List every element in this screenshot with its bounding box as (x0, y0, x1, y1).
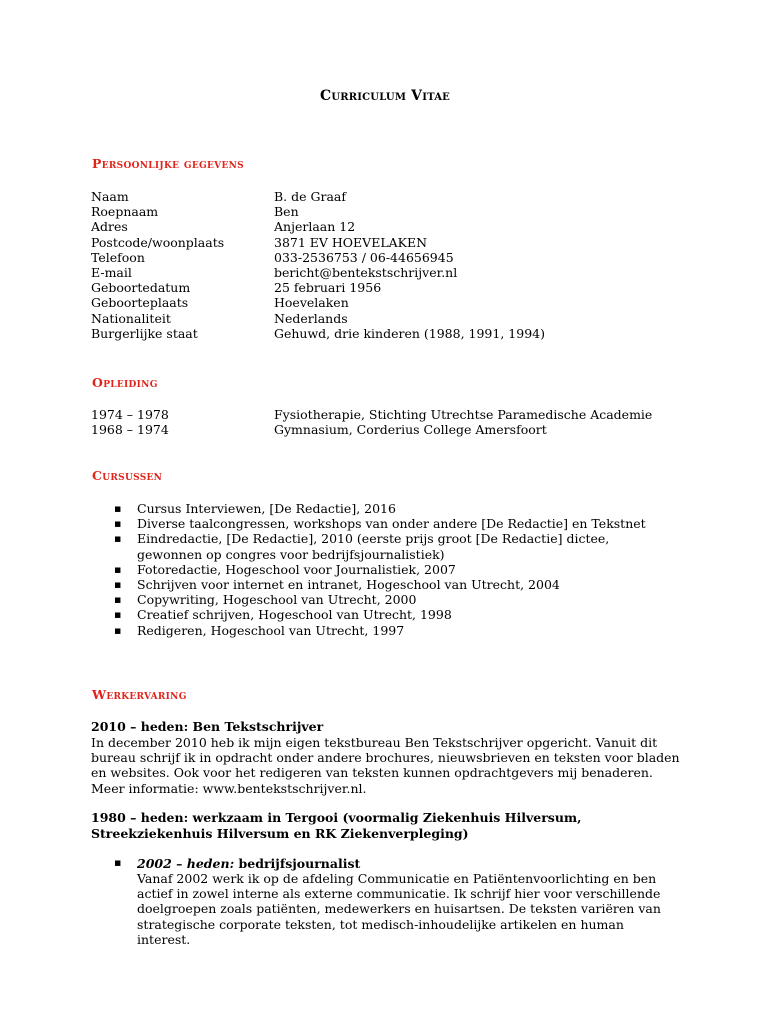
job-description: In december 2010 heb ik mijn eigen tekstbureau Ben Tekstschrijver opgericht. Vanuit dit bureau schrijf ik in opdracht onder andere brochures, nieuwsbrieven en teksten voor bladen en websites. Ook voor het redigeren van teksten kunnen opdrachtgevers mij benaderen. Meer informatie: www.bentekstschrijver.nl. (91, 735, 680, 796)
course-item: ▪ Schrijven voor internet en intranet, Hogeschool van Utrecht, 2004 (114, 577, 674, 592)
field-label: E-mail (91, 265, 132, 281)
course-item: ▪ Copywriting, Hogeschool van Utrecht, 2000 (114, 592, 674, 607)
job-title: 1980 – heden: werkzaam in Tergooi (voormalig Ziekenhuis Hilversum, Streekziekenhuis Hilversum en RK Ziekenverpleging) (91, 810, 582, 841)
section-heading-personal: Persoonlijke gegevens (92, 156, 244, 171)
field-label: Adres (91, 219, 128, 235)
field-value: 25 februari 1956 (274, 280, 382, 296)
field-value: 3871 EV HOEVELAKEN (274, 234, 428, 250)
field-label: Nationaliteit (91, 310, 171, 326)
education-list (91, 407, 694, 437)
sub-role-name: bedrijfsjournalist (234, 856, 361, 871)
section-heading-courses: Cursussen (92, 468, 163, 483)
course-item: ▪ Creatief schrijven, Hogeschool van Utrecht, 1998 (114, 607, 674, 622)
field-value: B. de Graaf (274, 189, 346, 204)
field-value: Nederlands (274, 310, 348, 326)
field-label: Geboorteplaats (91, 295, 189, 311)
field-value: bericht@bentekstschrijver.nl (274, 265, 458, 281)
section-heading-education: Opleiding (92, 375, 158, 390)
sub-role-description: Vanaf 2002 werk ik op de afdeling Communicatie en Patiëntenvoorlichting en ben actief in zowel interne als externe communicatie. Ik schrijf hier voor verschillende doelgroepen zoals patiënten, medewerkers en huisartsen. De teksten variëren van strategische corporate teksten, tot medisch-inhoudelijke artikelen en human interest. (137, 871, 661, 947)
course-item: ▪ Diverse taalcongressen, workshops van onder andere [De Redactie] en Tekstnet (114, 516, 674, 531)
field-value: 033-2536753 / 06-44656945 (274, 249, 454, 265)
field-label: Burgerlijke staat (91, 325, 198, 341)
field-value: Fysiotherapie, Stichting Utrechtse Paramedische Academie (274, 407, 653, 422)
course-item: ▪ Cursus Interviewen, [De Redactie], 2016 (114, 501, 674, 516)
field-label: Telefoon (91, 249, 145, 265)
field-value: Hoevelaken (274, 295, 349, 311)
page-title: Curriculum Vitae (319, 88, 450, 104)
course-item: ▪ Eindredactie, [De Redactie], 2010 (eerste prijs groot [De Redactie] dictee, gewonnen op congres voor bedrijfsjournalistiek) (114, 531, 674, 561)
sub-role-period: 2002 – heden: (137, 856, 235, 871)
field-label: Naam (91, 189, 129, 204)
bullet-icon: ▪ (114, 856, 122, 869)
field-value: Anjerlaan 12 (274, 219, 356, 235)
job-title: 2010 – heden: Ben Tekstschrijver (91, 719, 324, 734)
field-label: Postcode/woonplaats (91, 234, 225, 250)
field-value: Gehuwd, drie kinderen (1988, 1991, 1994) (274, 325, 545, 341)
sub-role-title (137, 856, 360, 871)
personal-details (91, 189, 694, 341)
field-label: 1968 – 1974 (91, 422, 169, 438)
field-label: Geboortedatum (91, 280, 191, 296)
section-heading-experience: Werkervaring (92, 687, 187, 702)
field-value: Ben (274, 204, 299, 220)
field-label: Roepnaam (91, 204, 159, 220)
courses-list (114, 501, 674, 638)
field-value: Gymnasium, Corderius College Amersfoort (274, 422, 547, 438)
field-label: 1974 – 1978 (91, 407, 169, 422)
course-item: ▪ Redigeren, Hogeschool van Utrecht, 1997 (114, 623, 674, 638)
course-item: ▪ Fotoredactie, Hogeschool voor Journalistiek, 2007 (114, 562, 674, 577)
